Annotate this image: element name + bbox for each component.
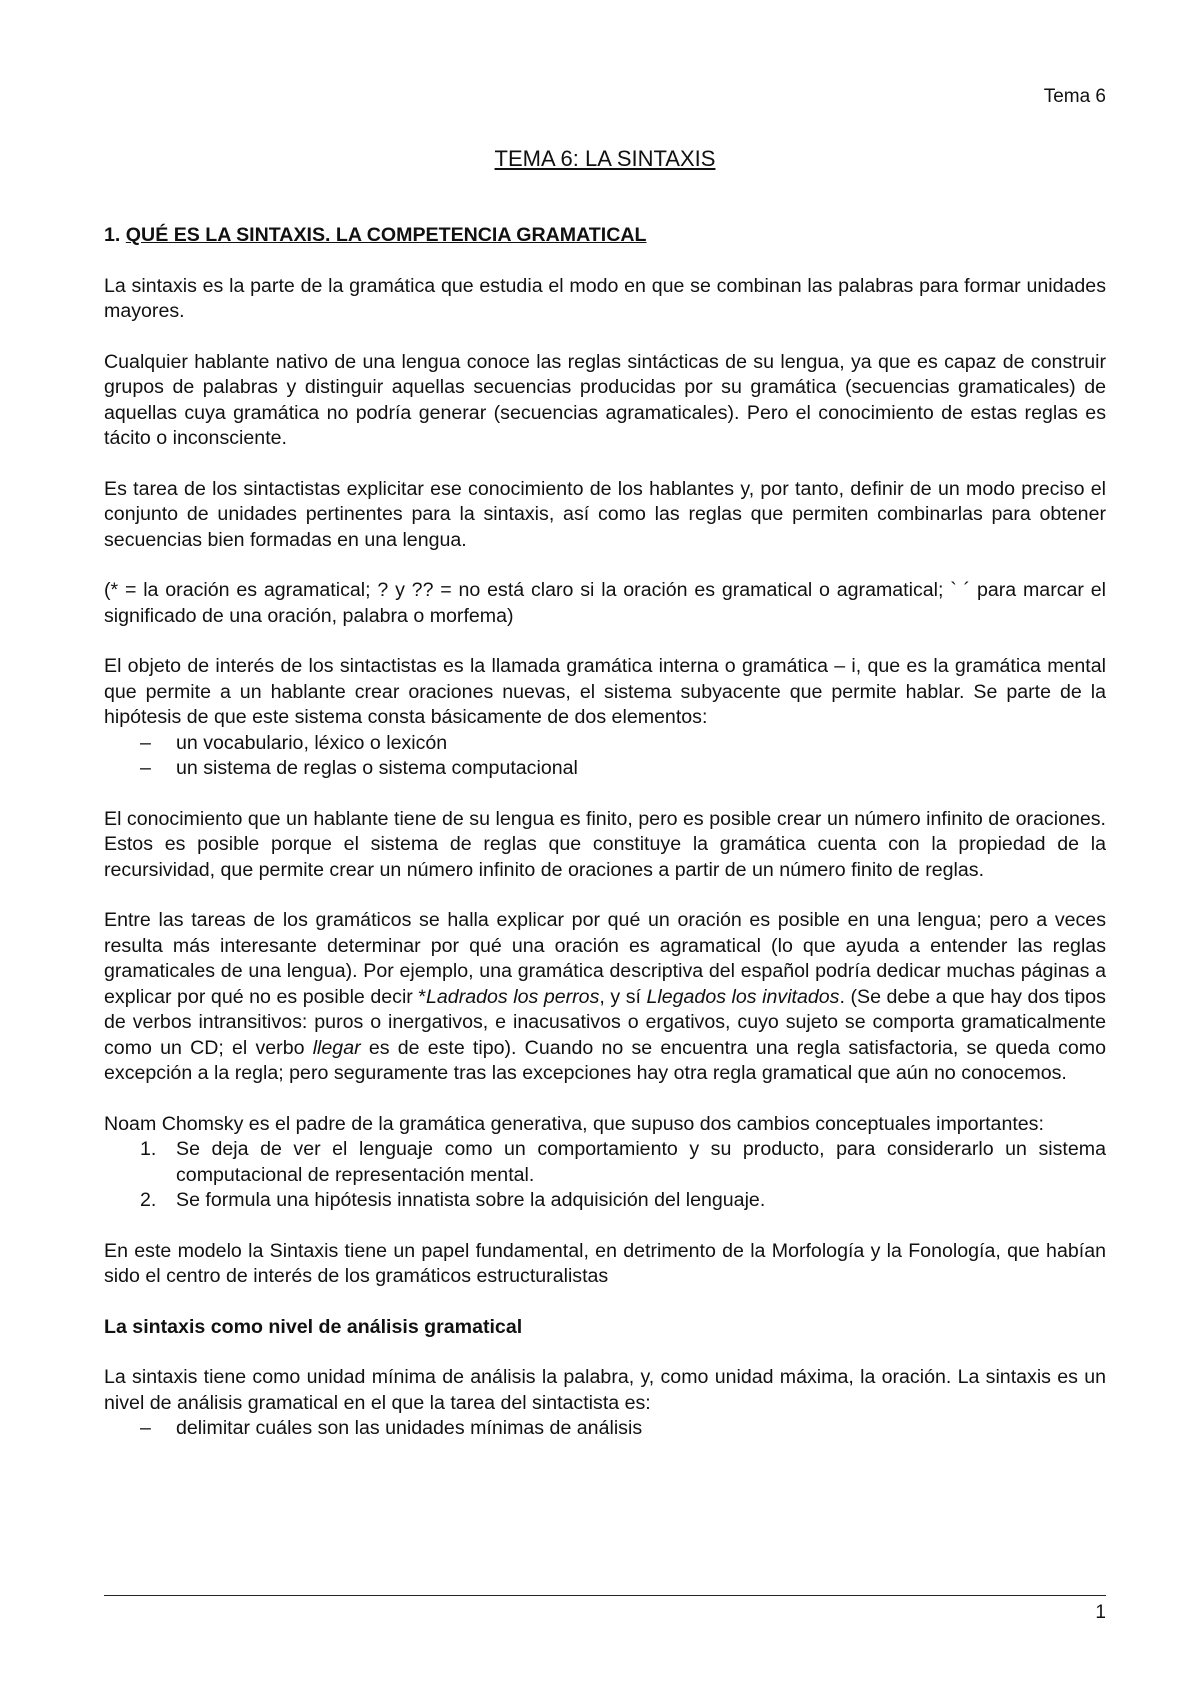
paragraph-recursion: El conocimiento que un hablante tiene de su lengua es finito, pero es posible crear un número infinito de oraciones. Estos es posible porque el sistema de reglas que constituye la gramática cuenta con la propiedad de la recursividad, que permite crear un número infinito de oraciones a partir de un número finito de reglas. xyxy=(104,807,1106,881)
list-item-text: un sistema de reglas o sistema computacional xyxy=(176,757,578,779)
paragraph-syntacticians-task: Es tarea de los sintactistas explicitar ese conocimiento de los hablantes y, por tanto, definir de un modo preciso el conjunto de unidades pertinentes para la sintaxis, así como las reglas que permiten combinarlas para obtener secuencias bien formadas en una lengua. xyxy=(104,477,1106,551)
text-run: Entre las tareas de los gramáticos se halla explicar por qué un oración es posible en una lengua; pero a veces resulta más interesante determinar por qué una oración es agramatical (lo que ayuda a entender las reglas gramaticales de una lengua). Por ejemplo, una gramática descriptiva del español podría dedicar muchas páginas a explicar por qué no es posible decir * xyxy=(104,909,1106,1008)
dash-marker: – xyxy=(140,731,151,754)
paragraph-definition: La sintaxis es la parte de la gramática que estudia el modo en que se combinan las palabras para formar unidades mayores. xyxy=(104,274,1106,322)
list-number: 1. xyxy=(140,1138,157,1160)
list-elements xyxy=(104,731,1106,782)
text-run: . (Se debe a que hay dos tipos de verbos intransitivos: puros o inergativos, e inacusativos o ergativos, cuyo sujeto se comporta gramaticalmente como un CD; el verbo xyxy=(104,985,1106,1059)
list-item-text: delimitar cuáles son las unidades mínimas de análisis xyxy=(176,1417,643,1439)
dash-marker: – xyxy=(140,1417,151,1439)
block-chomsky xyxy=(104,1112,1106,1214)
paragraph-chomsky: Noam Chomsky es el padre de la gramática generativa, que supuso dos cambios conceptuales importantes: xyxy=(104,1112,1044,1135)
italic-example: llegar xyxy=(312,1036,361,1059)
list-tasks xyxy=(104,1416,1106,1442)
block-internal-grammar xyxy=(104,654,1106,782)
document-body xyxy=(104,223,1106,1467)
paragraph-model: En este modelo la Sintaxis tiene un papel fundamental, en detrimento de la Morfología y la Fonología, que habían sido el centro de interés de los gramáticos estructuralistas xyxy=(104,1239,1106,1287)
text-run: , y sí xyxy=(599,985,647,1008)
list-item-text: Se deja de ver el lenguaje como un comportamiento y su producto, para considerarlo un sistema computacional de representación mental. xyxy=(176,1138,1106,1186)
section-title: QUÉ ES LA SINTAXIS. LA COMPETENCIA GRAMATICAL xyxy=(125,224,647,246)
paragraph-notation: (* = la oración es agramatical; ? y ?? = no está claro si la oración es gramatical o agramatical; ` ´ para marcar el significado de una oración, palabra o morfema) xyxy=(104,579,1106,627)
text-run: es de este tipo). Cuando no se encuentra una regla satisfactoria, se queda como excepción a la regla; pero seguramente tras las excepciones hay otra regla gramatical que aún no conocemos. xyxy=(104,1036,1107,1084)
list-item xyxy=(104,1188,1106,1214)
italic-example: Llegados los invitados xyxy=(646,985,840,1008)
dash-marker: – xyxy=(140,757,151,779)
paragraph-grammarians-tasks xyxy=(104,908,1106,1087)
paragraph-internal-grammar: El objeto de interés de los sintactistas es la llamada gramática interna o gramática – i, que es la gramática mental que permite a un hablante crear oraciones nuevas, el sistema subyacente que permite hablar. Se parte de la hipótesis de que este sistema consta básicamente de dos elementos: xyxy=(104,655,1106,728)
italic-example: Ladrados los perros xyxy=(426,985,600,1008)
footer-rule xyxy=(104,1595,1106,1596)
page-title: TEMA 6: LA SINTAXIS xyxy=(494,146,716,171)
block-analysis-level xyxy=(104,1365,1106,1442)
list-chomsky-changes xyxy=(104,1137,1106,1214)
list-number: 2. xyxy=(140,1189,157,1211)
list-item-text: un vocabulario, léxico o lexicón xyxy=(176,731,448,754)
paragraph-analysis-level: La sintaxis tiene como unidad mínima de análisis la palabra, y, como unidad máxima, la oración. La sintaxis es un nivel de análisis gramatical en el que la tarea del sintactista es: xyxy=(104,1366,1106,1414)
list-item xyxy=(104,1137,1106,1188)
subheading: La sintaxis como nivel de análisis gramatical xyxy=(104,1315,523,1338)
list-item xyxy=(104,1416,1106,1442)
section-number: 1. xyxy=(104,224,126,246)
list-item-text: Se formula una hipótesis innatista sobre la adquisición del lenguaje. xyxy=(176,1189,766,1211)
document-page xyxy=(104,0,1106,1698)
list-item xyxy=(104,731,1106,757)
list-item xyxy=(104,756,1106,782)
page-number: 1 xyxy=(1095,1602,1106,1623)
paragraph-native-speaker: Cualquier hablante nativo de una lengua conoce las reglas sintácticas de su lengua, ya que es capaz de construir grupos de palabras y distinguir aquellas secuencias producidas por su gramática (secuencias gramaticales) de aquellas cuya gramática no podría generar (secuencias agramaticales). Pero el conocimiento de estas reglas es tácito o inconsciente. xyxy=(104,350,1106,449)
running-header: Tema 6 xyxy=(1043,86,1106,107)
section-heading xyxy=(104,223,1106,249)
